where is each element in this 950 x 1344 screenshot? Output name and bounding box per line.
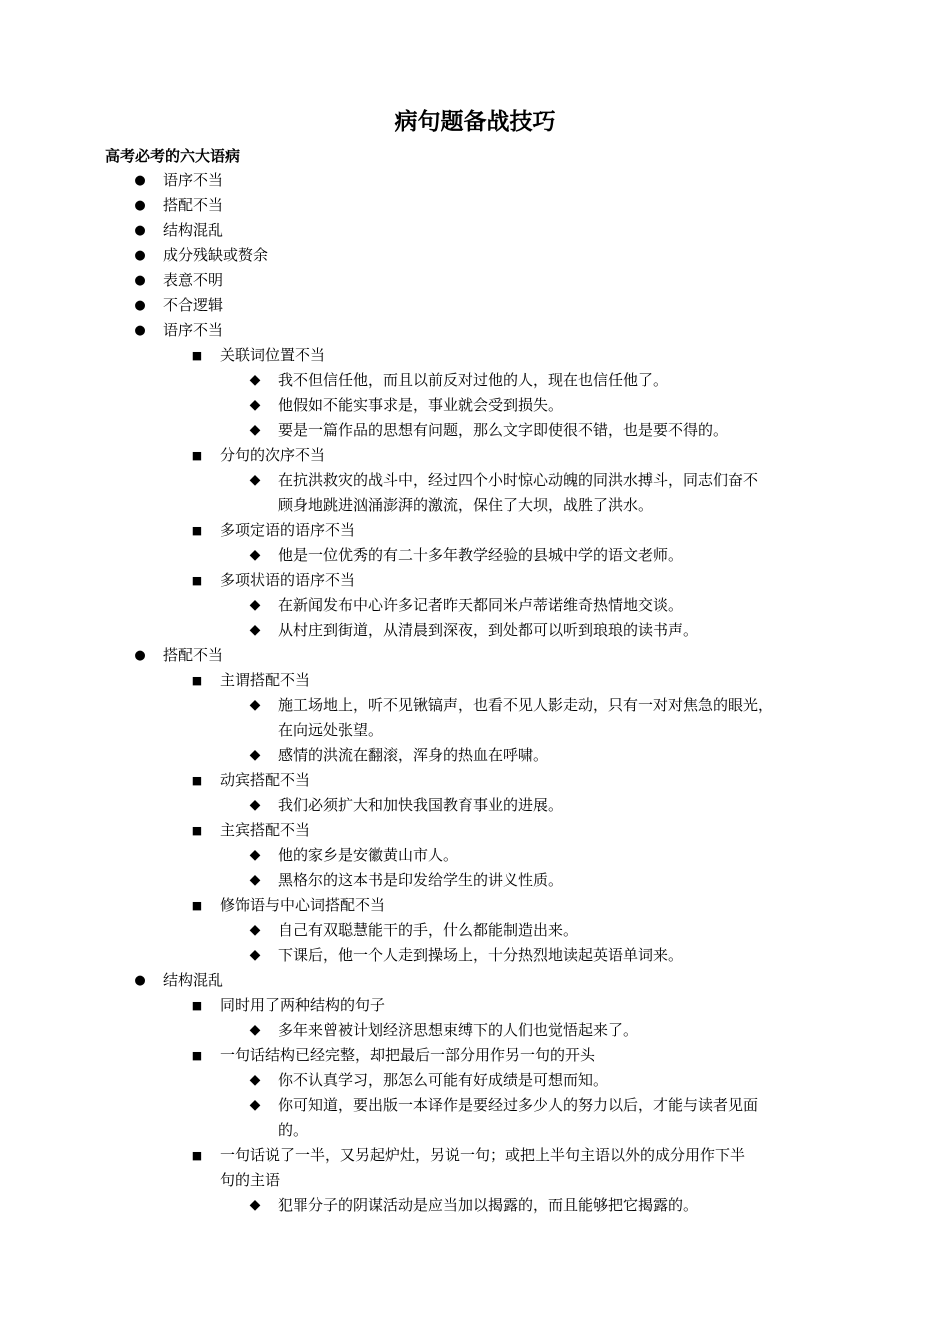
list-item-level-3 [0, 918, 950, 943]
square-bullet-icon: ■ [191, 1149, 203, 1162]
list-item-text: 施工场地上，听不见锹镐声，也看不见人影走动，只有一对对焦急的眼光， [278, 696, 774, 714]
list-item-text: 在抗洪救灾的战斗中，经过四个小时惊心动魄的同洪水搏斗，同志们奋不 [278, 471, 759, 489]
list-item-text: 修饰语与中心词搭配不当 [220, 896, 386, 914]
list-item-text: 动宾搭配不当 [220, 771, 311, 789]
list-item-text: 关联词位置不当 [220, 346, 326, 364]
list-item-level-2 [0, 343, 950, 368]
list-item-level-1 [0, 643, 950, 668]
list-item-level-3 [0, 468, 950, 493]
list-item-level-3 [0, 1193, 950, 1218]
round-bullet-icon: ● [134, 223, 146, 238]
diamond-bullet-icon: ◆ [249, 1197, 261, 1213]
list-item-level-1 [0, 218, 950, 243]
round-bullet-icon: ● [134, 323, 146, 338]
list-item-level-3 [0, 418, 950, 443]
list-item-text: 搭配不当 [163, 196, 224, 214]
round-bullet-icon: ● [134, 198, 146, 213]
diamond-bullet-icon: ◆ [249, 697, 261, 713]
list-item-level-3 [0, 543, 950, 568]
list-item-text: 你可知道，要出版一本译作是要经过多少人的努力以后，才能与读者见面 [278, 1096, 759, 1114]
list-item-text: 从村庄到街道，从清晨到深夜，到处都可以听到琅琅的读书声。 [278, 621, 699, 639]
section-heading: 高考必考的六大语病 [105, 147, 241, 165]
list-item-text: 在向远处张望。 [278, 721, 384, 739]
list-item-level-2 [0, 1143, 950, 1168]
list-item-level-2 [0, 1168, 950, 1193]
square-bullet-icon: ■ [191, 824, 203, 837]
list-item-text: 同时用了两种结构的句子 [220, 996, 386, 1014]
list-item-text: 主宾搭配不当 [220, 821, 311, 839]
list-item-level-2 [0, 1043, 950, 1068]
list-item-level-3 [0, 593, 950, 618]
round-bullet-icon: ● [134, 273, 146, 288]
list-item-text: 要是一篇作品的思想有问题，那么文字即使很不错，也是要不得的。 [278, 421, 729, 439]
list-item-level-2 [0, 518, 950, 543]
list-item-level-3 [0, 693, 950, 718]
square-bullet-icon: ■ [191, 449, 203, 462]
list-item-text: 他假如不能实事求是，事业就会受到损失。 [278, 396, 564, 414]
list-item-text: 语序不当 [163, 171, 224, 189]
diamond-bullet-icon: ◆ [249, 547, 261, 563]
diamond-bullet-icon: ◆ [249, 947, 261, 963]
list-item-level-3 [0, 793, 950, 818]
list-item-level-1 [0, 293, 950, 318]
list-item-text: 犯罪分子的阴谋活动是应当加以揭露的，而且能够把它揭露的。 [278, 1196, 699, 1214]
square-bullet-icon: ■ [191, 1049, 203, 1062]
list-item-level-1 [0, 168, 950, 193]
list-item-text: 自己有双聪慧能干的手，什么都能制造出来。 [278, 921, 579, 939]
list-item-text: 我不但信任他，而且以前反对过他的人，现在也信任他了。 [278, 371, 669, 389]
list-item-text: 语序不当 [163, 321, 224, 339]
diamond-bullet-icon: ◆ [249, 372, 261, 388]
list-item-level-3 [0, 618, 950, 643]
list-item-text: 结构混乱 [163, 221, 224, 239]
list-item-text: 黑格尔的这本书是印发给学生的讲义性质。 [278, 871, 564, 889]
list-item-level-3 [0, 368, 950, 393]
list-item-level-1 [0, 243, 950, 268]
list-item-level-2 [0, 768, 950, 793]
diamond-bullet-icon: ◆ [249, 747, 261, 763]
list-item-level-2 [0, 668, 950, 693]
list-item-level-3 [0, 868, 950, 893]
diamond-bullet-icon: ◆ [249, 622, 261, 638]
list-item-text: 在新闻发布中心许多记者昨天都同米卢蒂诺维奇热情地交谈。 [278, 596, 684, 614]
list-item-text: 我们必须扩大和加快我国教育事业的进展。 [278, 796, 564, 814]
list-item-text: 搭配不当 [163, 646, 224, 664]
square-bullet-icon: ■ [191, 574, 203, 587]
list-item-text: 的。 [278, 1121, 309, 1139]
list-item-text: 主谓搭配不当 [220, 671, 311, 689]
list-item-text: 结构混乱 [163, 971, 224, 989]
diamond-bullet-icon: ◆ [249, 847, 261, 863]
list-item-level-2 [0, 443, 950, 468]
list-item-text: 多项状语的语序不当 [220, 571, 356, 589]
diamond-bullet-icon: ◆ [249, 422, 261, 438]
diamond-bullet-icon: ◆ [249, 1022, 261, 1038]
list-item-level-1 [0, 268, 950, 293]
list-item-level-3 [0, 493, 950, 518]
list-item-text: 一句话结构已经完整，却把最后一部分用作另一句的开头 [220, 1046, 596, 1064]
list-item-level-3 [0, 1068, 950, 1093]
list-item-text: 下课后，他一个人走到操场上，十分热烈地读起英语单词来。 [278, 946, 684, 964]
list-item-level-2 [0, 818, 950, 843]
list-item-level-3 [0, 743, 950, 768]
list-item-level-3 [0, 718, 950, 743]
list-item-text: 你不认真学习，那怎么可能有好成绩是可想而知。 [278, 1071, 609, 1089]
outline-list [0, 168, 950, 1218]
list-item-text: 多年来曾被计划经济思想束缚下的人们也觉悟起来了。 [278, 1021, 639, 1039]
list-item-level-3 [0, 393, 950, 418]
square-bullet-icon: ■ [191, 899, 203, 912]
list-item-level-3 [0, 1018, 950, 1043]
diamond-bullet-icon: ◆ [249, 472, 261, 488]
page-title: 病句题备战技巧 [394, 109, 556, 135]
list-item-level-2 [0, 893, 950, 918]
diamond-bullet-icon: ◆ [249, 922, 261, 938]
diamond-bullet-icon: ◆ [249, 1072, 261, 1088]
list-item-level-1 [0, 318, 950, 343]
list-item-level-3 [0, 843, 950, 868]
list-item-level-1 [0, 193, 950, 218]
list-item-level-3 [0, 1118, 950, 1143]
list-item-text: 表意不明 [163, 271, 224, 289]
list-item-text: 不合逻辑 [163, 296, 224, 314]
list-item-text: 句的主语 [220, 1171, 281, 1189]
diamond-bullet-icon: ◆ [249, 597, 261, 613]
diamond-bullet-icon: ◆ [249, 1097, 261, 1113]
square-bullet-icon: ■ [191, 349, 203, 362]
list-item-text: 顾身地跳进汹涌澎湃的激流，保住了大坝，战胜了洪水。 [278, 496, 654, 514]
list-item-level-2 [0, 568, 950, 593]
square-bullet-icon: ■ [191, 999, 203, 1012]
round-bullet-icon: ● [134, 298, 146, 313]
diamond-bullet-icon: ◆ [249, 797, 261, 813]
square-bullet-icon: ■ [191, 774, 203, 787]
diamond-bullet-icon: ◆ [249, 872, 261, 888]
list-item-text: 他的家乡是安徽黄山市人。 [278, 846, 459, 864]
list-item-text: 他是一位优秀的有二十多年教学经验的县城中学的语文老师。 [278, 546, 684, 564]
list-item-text: 成分残缺或赘余 [163, 246, 269, 264]
round-bullet-icon: ● [134, 648, 146, 663]
list-item-level-3 [0, 943, 950, 968]
list-item-text: 多项定语的语序不当 [220, 521, 356, 539]
round-bullet-icon: ● [134, 173, 146, 188]
list-item-level-1 [0, 968, 950, 993]
diamond-bullet-icon: ◆ [249, 397, 261, 413]
square-bullet-icon: ■ [191, 674, 203, 687]
list-item-level-3 [0, 1093, 950, 1118]
list-item-text: 感情的洪流在翻滚，浑身的热血在呼啸。 [278, 746, 549, 764]
square-bullet-icon: ■ [191, 524, 203, 537]
list-item-level-2 [0, 993, 950, 1018]
list-item-text: 一句话说了一半，又另起炉灶，另说一句；或把上半句主语以外的成分用作下半 [220, 1146, 746, 1164]
round-bullet-icon: ● [134, 973, 146, 988]
list-item-text: 分句的次序不当 [220, 446, 326, 464]
round-bullet-icon: ● [134, 248, 146, 263]
